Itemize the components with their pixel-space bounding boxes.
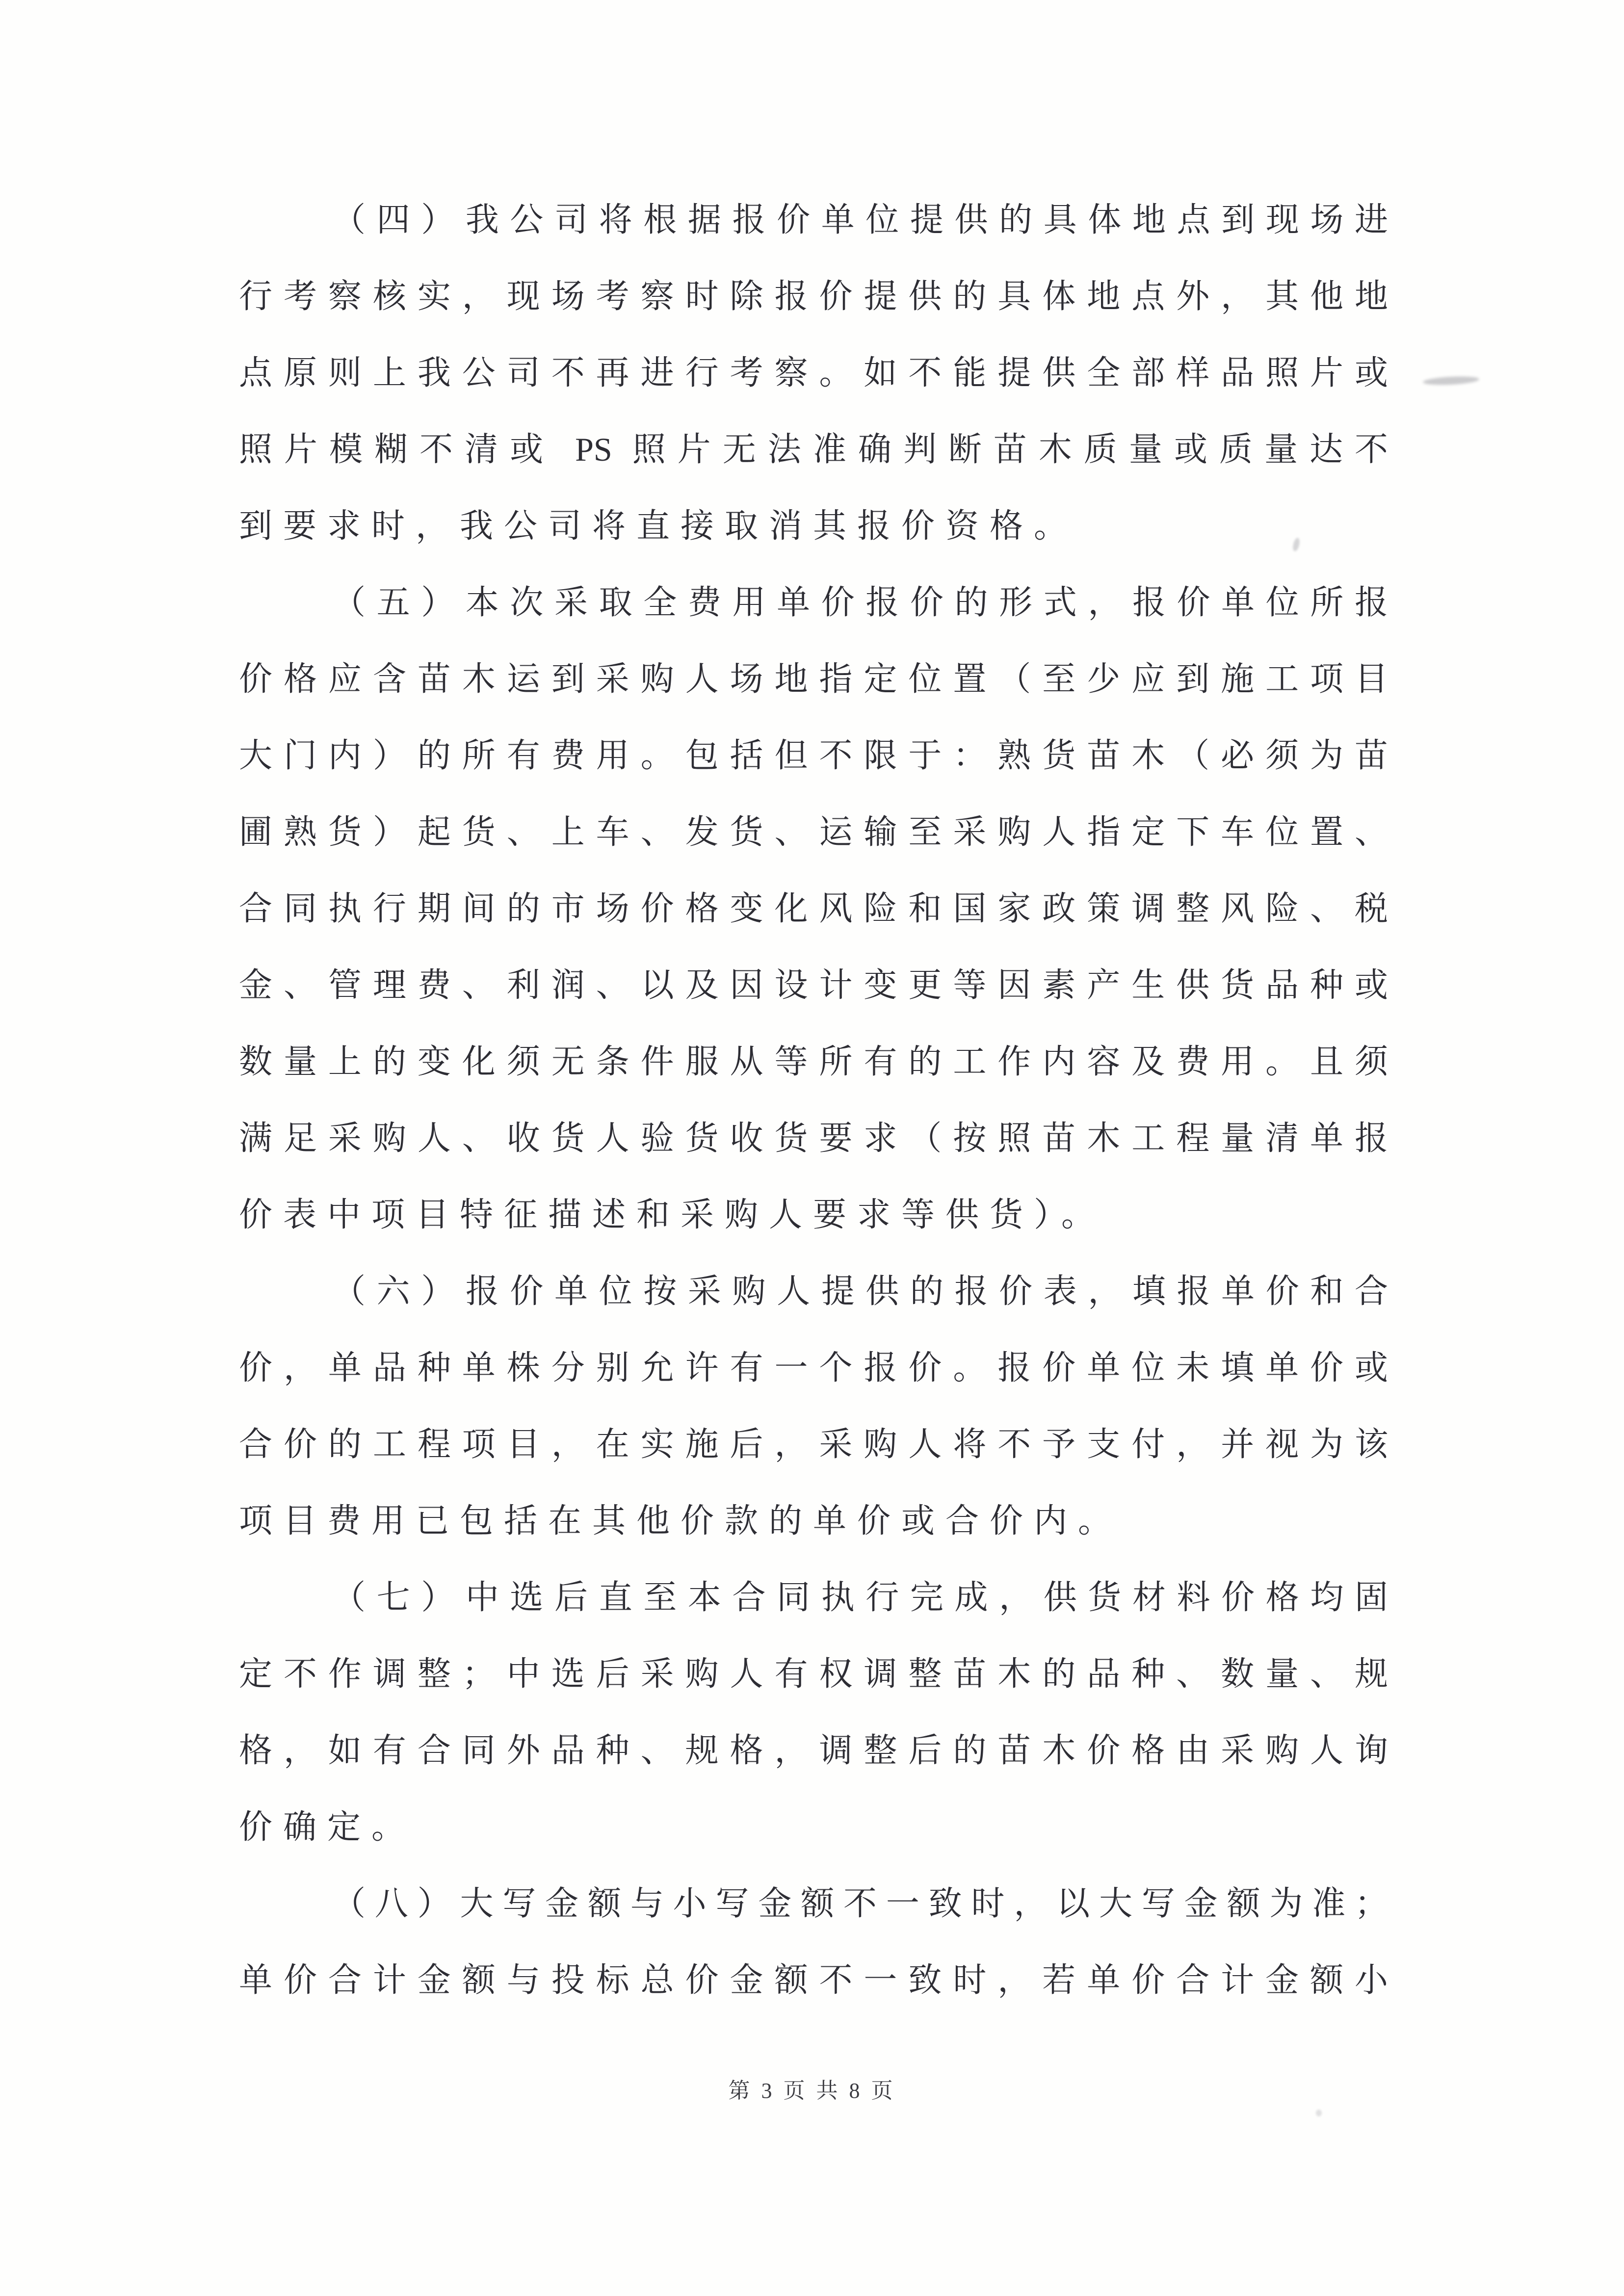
text-line: 数量上的变化须无条件服从等所有的工作内容及费用。且须 — [239, 1043, 1388, 1080]
text-line: 金、管理费、利润、以及因设计变更等因素产生供货品种或 — [239, 966, 1388, 1004]
text-line: 定不作调整；中选后采购人有权调整苗木的品种、数量、规 — [239, 1655, 1388, 1693]
text-line: 到要求时，我公司将直接取消其报价资格。 — [239, 507, 1078, 545]
text-line: 价确定。 — [239, 1808, 416, 1846]
text-line: 价表中项目特征描述和采购人要求等供货）。 — [239, 1196, 1106, 1233]
clause-7 — [239, 1559, 1388, 1865]
text-line: 点原则上我公司不再进行考察。如不能提供全部样品照片或 — [239, 354, 1388, 391]
text-line: 圃熟货）起货、上车、发货、运输至采购人指定下车位置、 — [239, 813, 1388, 851]
text-line: 合同执行期间的市场价格变化风险和国家政策调整风险、税 — [239, 890, 1388, 927]
text-line: 价，单品种单株分别允许有一个报价。报价单位未填单价或 — [239, 1349, 1388, 1386]
clause-8 — [239, 1865, 1388, 2018]
clause-6 — [239, 1253, 1388, 1559]
page-number: 第 3 页 共 8 页 — [728, 2079, 896, 2103]
clause-5 — [239, 564, 1388, 1253]
text-line: （七）中选后直至本合同执行完成，供货材料价格均固 — [332, 1579, 1388, 1616]
clause-4 — [239, 182, 1388, 564]
text-line: 行考察核实，现场考察时除报价提供的具体地点外，其他地 — [239, 278, 1388, 315]
text-line: 照片模糊不清或 PS 照片无法准确判断苗木质量或质量达不 — [239, 431, 1388, 468]
text-line: 合价的工程项目，在实施后，采购人将不予支付，并视为该 — [239, 1426, 1388, 1463]
text-line: （四）我公司将根据报价单位提供的具体地点到现场进 — [332, 201, 1388, 238]
text-line: （八）大写金额与小写金额不一致时，以大写金额为准； — [332, 1885, 1388, 1922]
text-line: （五）本次采取全费用单价报价的形式，报价单位所报 — [332, 584, 1388, 621]
text-line: 大门内）的所有费用。包括但不限于：熟货苗木（必须为苗 — [239, 737, 1388, 774]
text-line: 项目费用已包括在其他价款的单价或合价内。 — [239, 1502, 1123, 1539]
text-line: 格，如有合同外品种、规格，调整后的苗木价格由采购人询 — [239, 1732, 1388, 1769]
scan-smudge — [1316, 2110, 1322, 2116]
document-body — [239, 182, 1388, 2018]
scan-smudge — [1423, 375, 1480, 386]
text-line: 单价合计金额与投标总价金额不一致时，若单价合计金额小 — [239, 1961, 1388, 1999]
text-line: （六）报价单位按采购人提供的报价表，填报单价和合 — [332, 1273, 1388, 1310]
text-line: 满足采购人、收货人验货收货要求（按照苗木工程量清单报 — [239, 1120, 1388, 1157]
text-line: 价格应含苗木运到采购人场地指定位置（至少应到施工项目 — [239, 660, 1388, 698]
